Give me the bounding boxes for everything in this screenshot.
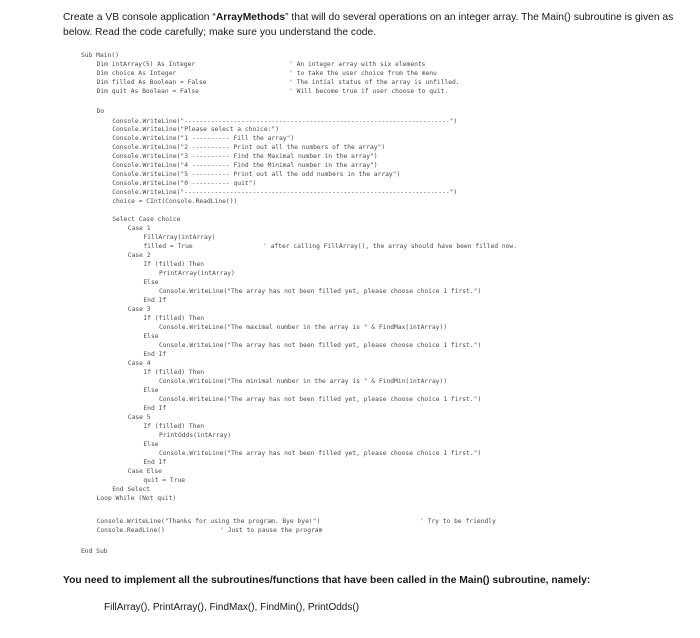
code-line: Dim intArray(5) As Integer	[96, 61, 196, 68]
code-line: Dim quit As Boolean = False	[96, 88, 199, 95]
code-line: If (filled) Then	[143, 261, 205, 268]
code-line: Do	[96, 108, 105, 115]
code-line: End Select	[112, 486, 151, 493]
code-comment: ' The intial status of the array is unfilled.	[289, 79, 460, 86]
code-line: Console.WriteLine("2 ---------- Print out all the numbers of the array")	[112, 144, 386, 151]
code-line: Case 2	[127, 252, 151, 259]
code-line: Sub Main()	[81, 52, 119, 59]
code-line: Console.WriteLine("Please select a choice:")	[112, 126, 279, 133]
code-comment: ' to take the user choice from the menu	[289, 70, 437, 77]
code-line: Else	[143, 387, 159, 394]
code-line: Else	[143, 333, 159, 340]
code-line: Console.WriteLine("The maximal number in the array is " & FindMax(intArray))	[159, 324, 448, 331]
code-line: Console.WriteLine("The array has not been filled yet, please choose choice 1 first.")	[159, 450, 482, 457]
code-line: Console.WriteLine("4 ---------- Find the Minimal number in the array")	[112, 162, 378, 169]
code-comment: ' An integer array with six elements	[289, 61, 426, 68]
code-line: Console.WriteLine("The array has not been filled yet, please choose choice 1 first.")	[159, 396, 482, 403]
code-line: Console.WriteLine("0 ---------- quit")	[112, 180, 257, 187]
code-line: Console.WriteLine("1 ---------- Fill the array")	[112, 135, 295, 142]
code-comment: ' after calling FillArray(), the array should have been filled now.	[263, 243, 518, 250]
code-line: End If	[143, 459, 167, 466]
code-line: PrintOdds(intArray)	[159, 432, 232, 439]
code-line: Case 1	[127, 225, 151, 232]
code-line: Console.WriteLine("3 ---------- Find the Maximal number in the array")	[112, 153, 378, 160]
app-name: ArrayMethods	[215, 12, 286, 23]
code-line: End Sub	[81, 548, 108, 555]
code-line: Dim filled As Boolean = False	[96, 79, 207, 86]
code-line: Case 4	[127, 360, 151, 367]
code-comment: ' Just to pause the program	[220, 527, 323, 534]
code-line: choice = CInt(Console.ReadLine())	[112, 198, 238, 205]
intro-text-part1: Create a VB console application “	[63, 12, 216, 23]
code-line: Console.WriteLine("The minimal number in the array is " & FindMin(intArray))	[159, 378, 448, 385]
code-line: Console.WriteLine("The array has not been filled yet, please choose choice 1 first.")	[159, 342, 482, 349]
code-line: Case Else	[127, 468, 162, 475]
code-line: Console.WriteLine("Thanks for using the program. Bye bye!")	[96, 518, 321, 525]
code-line: Else	[143, 279, 159, 286]
code-line: Else	[143, 441, 159, 448]
code-comment: ' Will become true if user choose to quit.	[289, 88, 449, 95]
code-line: quit = True	[143, 477, 186, 484]
code-line: Console.WriteLine("5 ---------- Print out all the odd numbers in the array")	[112, 171, 401, 178]
instructions-footer: You need to implement all the subroutines/functions that have been called in the Main() subroutine, namely:	[63, 575, 591, 586]
code-line: End If	[143, 351, 167, 358]
code-line: FillArray(intArray)	[143, 234, 216, 241]
code-line: Case 3	[127, 306, 151, 313]
code-line: End If	[143, 405, 167, 412]
code-line: End If	[143, 297, 167, 304]
code-line: If (filled) Then	[143, 423, 205, 430]
code-line: filled = True	[143, 243, 193, 250]
code-line: Console.WriteLine("The array has not been filled yet, please choose choice 1 first.")	[159, 288, 482, 295]
code-line: Console.ReadLine()	[96, 527, 165, 534]
code-line: Select Case choice	[112, 216, 181, 223]
code-line: Loop While (Not quit)	[96, 495, 177, 502]
code-line: If (filled) Then	[143, 369, 205, 376]
code-line: Console.WriteLine("----------------------------------------------------------------------")	[112, 118, 458, 125]
code-comment: ' Try to be friendly	[420, 518, 496, 525]
function-list: FillArray(), PrintArray(), FindMax(), FindMin(), PrintOdds()	[104, 602, 360, 613]
intro-text-part2: ” that will do several operations on an integer array. The Main() subroutine is given as below. Read the code carefully; make sure you understand the code.	[63, 12, 674, 38]
code-line: PrintArray(intArray)	[159, 270, 235, 277]
code-line: Console.WriteLine("----------------------------------------------------------------------")	[112, 189, 458, 196]
code-line: Case 5	[127, 414, 151, 421]
code-line: If (filled) Then	[143, 315, 205, 322]
code-line: Dim choice As Integer	[96, 70, 177, 77]
